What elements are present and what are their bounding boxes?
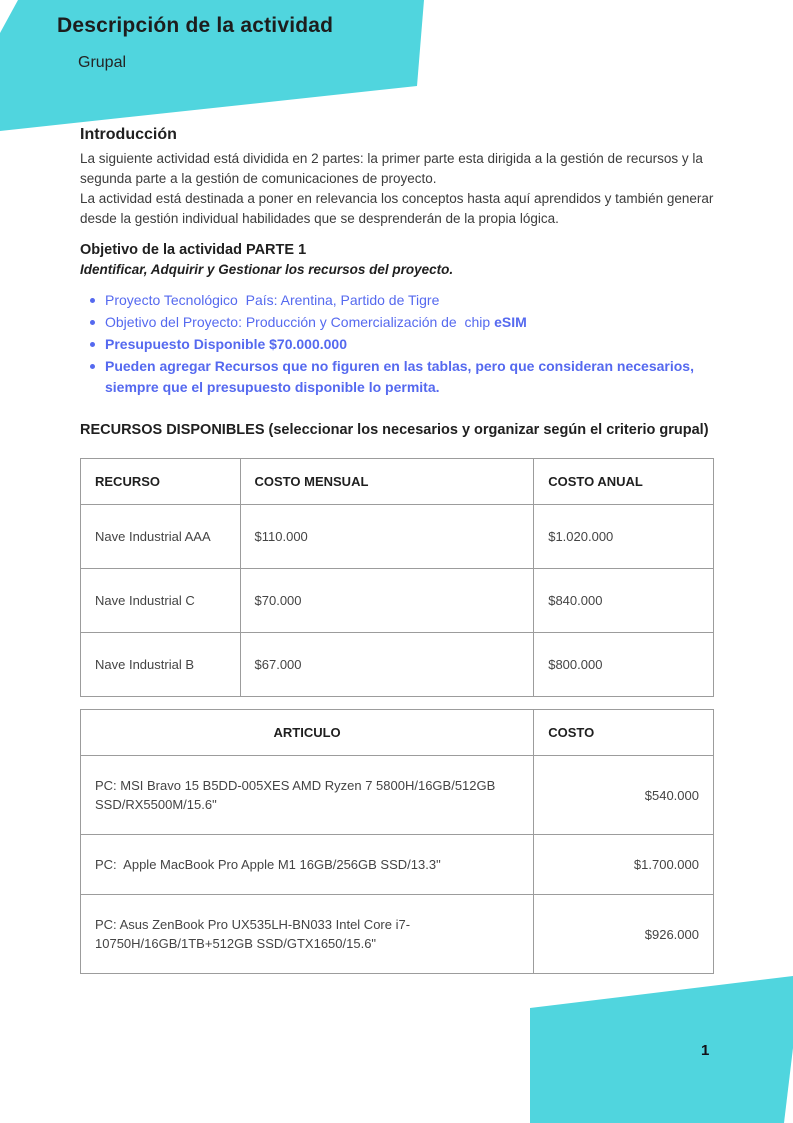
cell-recurso: Nave Industrial C (81, 569, 241, 633)
cell-costo-anual: $840.000 (534, 569, 714, 633)
resources-table (80, 458, 714, 697)
column-header-articulo: ARTICULO (81, 710, 534, 756)
table-row (81, 505, 714, 569)
intro-paragraph-1: La siguiente actividad está dividida en 2 partes: la primer parte esta dirigida a la gestión de recursos y la segunda parte a la gestión de comunicaciones de proyecto. (80, 151, 703, 186)
bullet-item-add-resources (90, 356, 714, 398)
table-row (81, 895, 714, 974)
articles-table-container (80, 709, 714, 974)
table-row (81, 633, 714, 697)
cell-recurso: Nave Industrial AAA (81, 505, 241, 569)
page-title: Descripción de la actividad (57, 14, 334, 37)
objective-heading: Objetivo de la actividad PARTE 1 (80, 242, 307, 258)
bullet-text: Proyecto Tecnológico País: Arentina, Partido de Tigre (105, 292, 440, 308)
cell-costo: $926.000 (534, 895, 714, 974)
objective-bullet-list (90, 290, 714, 398)
table-header-row (81, 459, 714, 505)
page-number: 1 (701, 1042, 710, 1059)
bullet-item-budget (90, 334, 714, 355)
bullet-text: Pueden agregar Recursos que no figuren en las tablas, pero que consideran necesarios, siempre que el presupuesto disponible lo permita. (105, 358, 698, 395)
bullet-text-bold: eSIM (494, 314, 527, 330)
footer-banner-shape (530, 975, 793, 1123)
resources-heading: RECURSOS DISPONIBLES (seleccionar los necesarios y organizar según el criterio grupal) (80, 422, 709, 438)
cell-articulo: PC: Apple MacBook Pro Apple M1 16GB/256GB SSD/13.3" (81, 835, 534, 895)
bullet-text: Objetivo del Proyecto: Producción y Comercialización de chip (105, 314, 495, 330)
intro-paragraph-2: La actividad está destinada a poner en relevancia los conceptos hasta aquí aprendidos y también generar desde la gestión individual habilidades que se desprenderán de la propia lógica. (80, 191, 714, 226)
table-row (81, 569, 714, 633)
document-body (80, 126, 714, 974)
page-subtitle: Grupal (78, 54, 127, 71)
cell-recurso: Nave Industrial B (81, 633, 241, 697)
cell-costo-mensual: $110.000 (240, 505, 534, 569)
bullet-item-objective (90, 312, 714, 333)
table-row (81, 835, 714, 895)
column-header-recurso: RECURSO (81, 459, 241, 505)
objective-subheading: Identificar, Adquirir y Gestionar los recursos del proyecto. (80, 262, 454, 277)
cell-costo-mensual: $70.000 (240, 569, 534, 633)
cell-articulo: PC: Asus ZenBook Pro UX535LH-BN033 Intel Core i7-10750H/16GB/1TB+512GB SSD/GTX1650/15.6" (81, 895, 534, 974)
articles-table (80, 709, 714, 974)
cell-articulo: PC: MSI Bravo 15 B5DD-005XES AMD Ryzen 7 5800H/16GB/512GB SSD/RX5500M/15.6" (81, 756, 534, 835)
intro-heading: Introducción (80, 126, 177, 143)
cell-costo: $540.000 (534, 756, 714, 835)
column-header-costo-mensual: COSTO MENSUAL (240, 459, 534, 505)
bullet-text: Presupuesto Disponible $70.000.000 (105, 336, 347, 352)
column-header-costo: COSTO (534, 710, 714, 756)
cell-costo-mensual: $67.000 (240, 633, 534, 697)
table-row (81, 756, 714, 835)
column-header-costo-anual: COSTO ANUAL (534, 459, 714, 505)
cell-costo-anual: $800.000 (534, 633, 714, 697)
bullet-item-project (90, 290, 714, 311)
table-header-row (81, 710, 714, 756)
cell-costo-anual: $1.020.000 (534, 505, 714, 569)
cell-costo: $1.700.000 (534, 835, 714, 895)
resources-table-container (80, 458, 714, 697)
